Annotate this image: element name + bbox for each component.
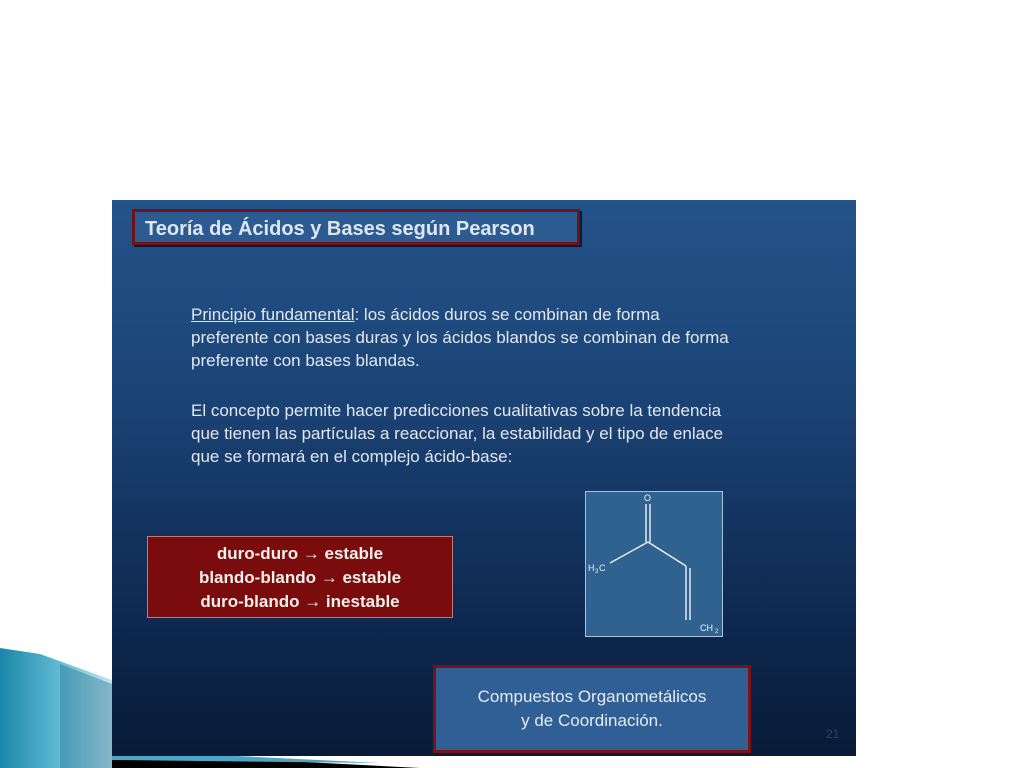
slide (112, 200, 856, 756)
principle-text-line-2: preferente con bases duras y los ácidos blandos se combinan de forma (191, 328, 729, 347)
concept-text-line-1: El concepto permite hacer predicciones cualitativas sobre la tendencia (191, 401, 722, 420)
atom-ch2-subscript: 2 (715, 629, 719, 635)
rule-hard-soft: duro-blando → inestable (200, 592, 400, 611)
slide-page-number: 21 (826, 727, 840, 741)
atom-h3c-subscript: 3 (595, 569, 599, 575)
slide-title: Teoría de Ácidos y Bases según Pearson (145, 218, 535, 240)
principle-paragraph (191, 303, 831, 372)
atom-oxygen-label: O (644, 493, 652, 503)
course-title-line-1: Compuestos Organometálicos (477, 687, 707, 706)
principle-text-line-3: preferente con bases blandas. (191, 351, 420, 370)
concept-text-line-2: que tienen las partículas a reaccionar, la estabilidad y el tipo de enlace (191, 424, 724, 443)
atom-ch2-label: CH (700, 623, 713, 633)
stability-rules-box (147, 536, 453, 618)
course-title-box (433, 665, 751, 753)
molecule-structure-box (585, 491, 723, 637)
rule-soft-soft: blando-blando → estable (198, 568, 402, 587)
course-title-line-2: y de Coordinación. (521, 711, 663, 730)
slide-title-box (132, 209, 580, 245)
atom-h3c-c-label: C (599, 563, 606, 573)
concept-paragraph (191, 399, 831, 468)
molecule-structure-diagram (586, 492, 722, 636)
rule-hard-hard: duro-duro → estable (216, 544, 384, 563)
atom-h3c-h-label: H (588, 563, 595, 573)
principle-text-line-1: : los ácidos duros se combinan de forma (354, 305, 660, 324)
principle-term: Principio fundamental (191, 305, 355, 324)
concept-text-line-3: que se formará en el complejo ácido-base: (191, 447, 513, 466)
